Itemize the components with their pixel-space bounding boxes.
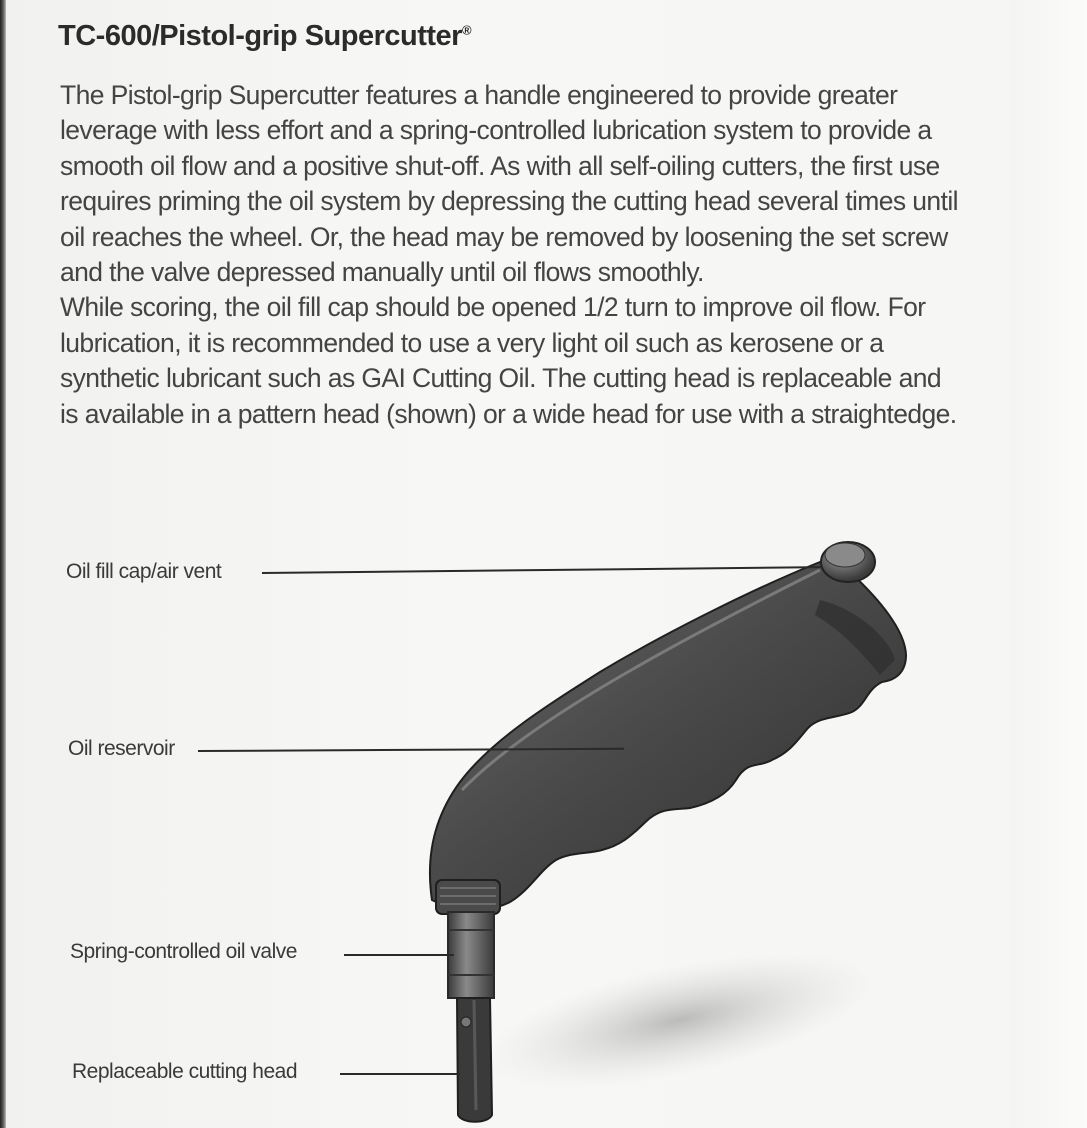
description-paragraph-1: The Pistol-grip Supercutter features a handle engineered to provide greater leverage with less effort and a spring-controlled lubrication system to provide a smooth oil flow and a positive shut-off. As with all self-oiling cutters, the first use requires priming the oil system by depressing the cutting head several times until oil reaches the wheel. Or, the head may be removed by loosening the set screw and the valve depressed manually until oil flows smoothly. <box>60 80 958 288</box>
description-paragraph-2: While scoring, the oil fill cap should be opened 1/2 turn to improve oil flow. For lubrication, it is recommended to use a very light oil such as kerosene or a synthetic lubricant such as GAI Cutting Oil. The cutting head is replaceable and is available in a pattern head (shown) or a wide head for use with a straightedge. <box>60 292 957 429</box>
leader-line-cutting-head <box>340 1073 460 1075</box>
label-cutting-head: Replaceable cutting head <box>72 1060 298 1083</box>
leader-line-oil-valve <box>344 954 454 956</box>
cast-shadow <box>473 925 887 1116</box>
label-oil-valve: Spring-controlled oil valve <box>70 940 297 963</box>
head-highlight <box>474 1000 476 1110</box>
oil-fill-cap-top <box>825 543 865 567</box>
label-oil-reservoir: Oil reservoir <box>68 737 175 760</box>
registered-mark: ® <box>461 22 472 38</box>
threaded-collar <box>436 880 500 914</box>
set-screw <box>461 1017 471 1027</box>
label-oil-fill-cap: Oil fill cap/air vent <box>66 560 222 583</box>
oil-valve-stem <box>448 912 494 998</box>
title-text: TC-600/Pistol-grip Supercutter <box>58 20 462 52</box>
